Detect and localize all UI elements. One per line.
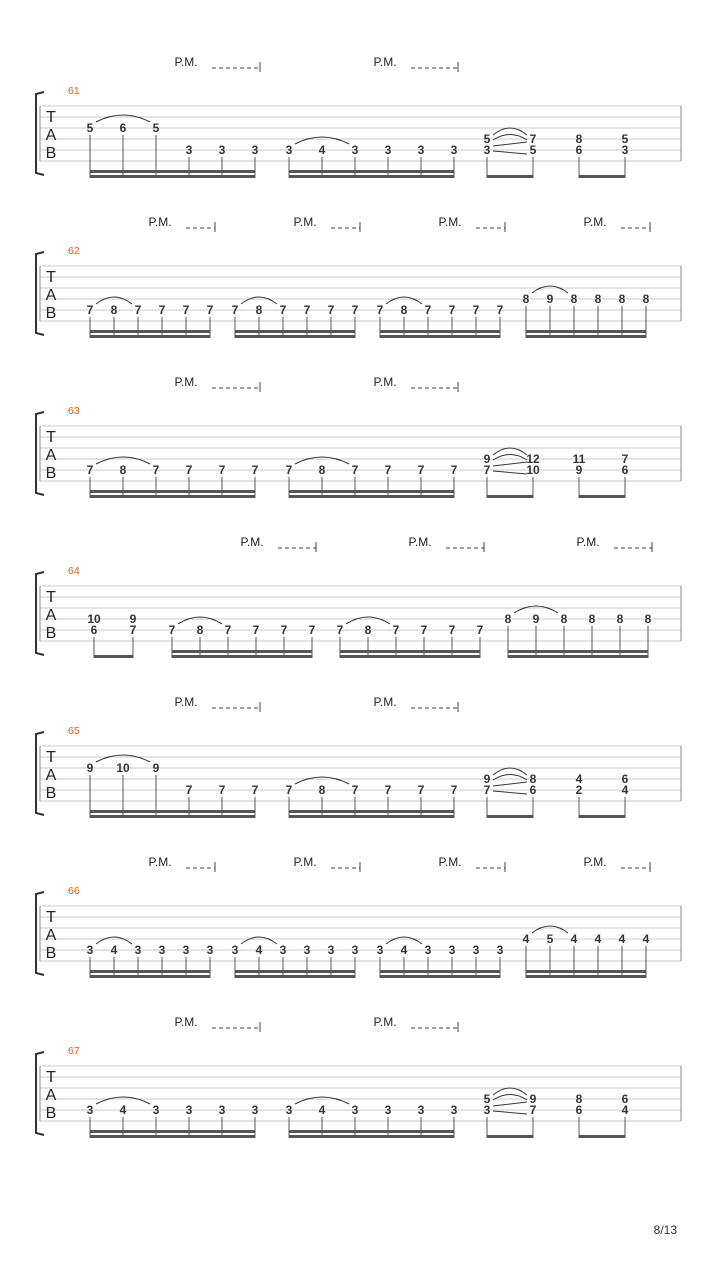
palm-mute-label: P.M. xyxy=(576,535,600,549)
fret-number: 3 xyxy=(327,943,335,957)
fret-number: 9 xyxy=(575,463,583,477)
fret-number: 9 xyxy=(129,612,137,626)
fret-number: 3 xyxy=(158,943,166,957)
slide-line xyxy=(493,1111,527,1114)
palm-mute-label: P.M. xyxy=(293,215,317,229)
note-group xyxy=(169,617,316,658)
fret-number: 5 xyxy=(529,143,537,157)
fret-number: 7 xyxy=(424,303,432,317)
fret-number: 7 xyxy=(417,783,425,797)
fret-number: 8 xyxy=(255,303,263,317)
fret-number: 8 xyxy=(575,1092,583,1106)
tab-clef-letter: A xyxy=(45,1087,57,1104)
fret-number: 4 xyxy=(110,943,118,957)
fret-number: 7 xyxy=(285,783,293,797)
tab-clef-letter: A xyxy=(45,127,57,144)
fret-number: 3 xyxy=(303,943,311,957)
note-group xyxy=(523,926,650,978)
tab-clef-letter: B xyxy=(45,945,57,962)
beam xyxy=(487,175,533,178)
tab-clef-letter: A xyxy=(45,927,57,944)
fret-number: 3 xyxy=(351,1103,359,1117)
tab-clef-letter: B xyxy=(45,1105,57,1122)
fret-number: 7 xyxy=(158,303,166,317)
palm-mute-label: P.M. xyxy=(373,375,397,389)
note-group xyxy=(484,768,537,818)
beam xyxy=(289,810,454,813)
fret-number: 7 xyxy=(529,1103,537,1117)
measure-number: 67 xyxy=(68,1045,80,1057)
beam xyxy=(579,1135,625,1138)
tab-system xyxy=(36,375,681,498)
palm-mute-label: P.M. xyxy=(583,215,607,229)
fret-number: 7 xyxy=(86,463,94,477)
beam xyxy=(235,335,355,338)
tab-clef-letter: A xyxy=(45,447,57,464)
fret-number: 8 xyxy=(588,612,596,626)
palm-mute-label: P.M. xyxy=(240,535,264,549)
fret-number: 3 xyxy=(472,943,480,957)
tab-clef-letter: B xyxy=(45,145,57,162)
tab-clef-letter: A xyxy=(45,607,57,624)
fret-number: 4 xyxy=(318,1103,326,1117)
palm-mute-label: P.M. xyxy=(148,215,172,229)
fret-number: 5 xyxy=(483,132,491,146)
fret-number: 7 xyxy=(285,463,293,477)
slur-arc xyxy=(493,448,527,455)
fret-number: 12 xyxy=(526,452,540,466)
slide-line xyxy=(493,151,527,154)
note-group xyxy=(484,1088,537,1138)
fret-number: 8 xyxy=(529,772,537,786)
fret-number: 7 xyxy=(152,463,160,477)
slide-line xyxy=(493,1102,527,1106)
fret-number: 8 xyxy=(618,292,626,306)
fret-number: 3 xyxy=(134,943,142,957)
fret-number: 3 xyxy=(483,1103,491,1117)
fret-number: 7 xyxy=(529,132,537,146)
beam xyxy=(90,330,210,333)
fret-number: 7 xyxy=(182,303,190,317)
fret-number: 4 xyxy=(621,783,629,797)
fret-number: 6 xyxy=(621,463,629,477)
fret-number: 4 xyxy=(594,932,602,946)
fret-number: 6 xyxy=(119,121,127,135)
fret-number: 7 xyxy=(351,463,359,477)
tab-clef-letter: T xyxy=(46,749,56,766)
beam xyxy=(90,970,210,973)
fret-number: 8 xyxy=(594,292,602,306)
fret-number: 7 xyxy=(308,623,316,637)
fret-number: 3 xyxy=(285,143,293,157)
fret-number: 5 xyxy=(546,932,554,946)
note-group xyxy=(286,457,458,498)
fret-number: 7 xyxy=(496,303,504,317)
fret-number: 6 xyxy=(575,143,583,157)
beam xyxy=(90,495,255,498)
fret-number: 3 xyxy=(185,143,193,157)
beam xyxy=(90,975,210,978)
beam xyxy=(579,495,625,498)
fret-number: 11 xyxy=(572,452,586,466)
fret-number: 9 xyxy=(483,452,491,466)
fret-number: 3 xyxy=(251,143,259,157)
fret-number: 8 xyxy=(364,623,372,637)
fret-number: 3 xyxy=(417,1103,425,1117)
measure-number: 64 xyxy=(68,565,80,577)
palm-mute-label: P.M. xyxy=(293,855,317,869)
beam xyxy=(235,975,355,978)
fret-number: 9 xyxy=(152,761,160,775)
tab-clef-letter: B xyxy=(45,785,57,802)
fret-number: 7 xyxy=(483,783,491,797)
fret-number: 5 xyxy=(621,132,629,146)
beam xyxy=(289,495,454,498)
fret-number: 10 xyxy=(87,612,101,626)
note-group xyxy=(484,448,540,498)
beam xyxy=(380,970,500,973)
slide-line xyxy=(493,791,527,794)
fret-number: 7 xyxy=(392,623,400,637)
note-group xyxy=(286,777,458,818)
fret-number: 8 xyxy=(400,303,408,317)
fret-number: 5 xyxy=(483,1092,491,1106)
palm-mute-label: P.M. xyxy=(373,695,397,709)
tab-system xyxy=(36,215,681,338)
fret-number: 7 xyxy=(351,303,359,317)
fret-number: 4 xyxy=(570,932,578,946)
beam xyxy=(487,495,533,498)
note-group xyxy=(87,457,259,498)
fret-number: 3 xyxy=(351,943,359,957)
tab-system xyxy=(36,855,681,978)
fret-number: 8 xyxy=(522,292,530,306)
beam xyxy=(579,175,625,178)
fret-number: 3 xyxy=(218,1103,226,1117)
fret-number: 7 xyxy=(376,303,384,317)
slide-line xyxy=(493,782,527,786)
beam xyxy=(579,815,625,818)
fret-number: 2 xyxy=(575,783,583,797)
beam xyxy=(526,330,646,333)
beam xyxy=(289,1135,454,1138)
tab-system xyxy=(36,1015,681,1138)
fret-number: 8 xyxy=(119,463,127,477)
fret-number: 5 xyxy=(86,121,94,135)
fret-number: 7 xyxy=(206,303,214,317)
fret-number: 8 xyxy=(504,612,512,626)
fret-number: 7 xyxy=(472,303,480,317)
fret-number: 8 xyxy=(616,612,624,626)
fret-number: 4 xyxy=(119,1103,127,1117)
slide-line xyxy=(493,142,527,146)
tab-clef-letter: T xyxy=(46,909,56,926)
note-group xyxy=(286,1097,458,1138)
fret-number: 9 xyxy=(532,612,540,626)
fret-number: 7 xyxy=(185,463,193,477)
beam xyxy=(90,1130,255,1133)
tab-system xyxy=(36,55,681,178)
beam xyxy=(172,655,312,658)
palm-mute-label: P.M. xyxy=(373,55,397,69)
beam xyxy=(487,1135,533,1138)
fret-number: 7 xyxy=(224,623,232,637)
fret-number: 3 xyxy=(496,943,504,957)
beam xyxy=(90,335,210,338)
palm-mute-label: P.M. xyxy=(438,855,462,869)
beam xyxy=(526,975,646,978)
tab-clef-letter: T xyxy=(46,429,56,446)
palm-mute-label: P.M. xyxy=(373,1015,397,1029)
fret-number: 7 xyxy=(185,783,193,797)
fret-number: 7 xyxy=(218,463,226,477)
fret-number: 7 xyxy=(476,623,484,637)
palm-mute-label: P.M. xyxy=(174,1015,198,1029)
beam xyxy=(289,490,454,493)
beam xyxy=(90,815,255,818)
tab-clef-letter: T xyxy=(46,589,56,606)
fret-number: 4 xyxy=(318,143,326,157)
fret-number: 3 xyxy=(279,943,287,957)
note-group xyxy=(87,755,259,818)
note-group xyxy=(87,115,259,178)
beam xyxy=(90,490,255,493)
fret-number: 3 xyxy=(251,1103,259,1117)
fret-number: 3 xyxy=(424,943,432,957)
fret-number: 3 xyxy=(376,943,384,957)
fret-number: 4 xyxy=(522,932,530,946)
fret-number: 7 xyxy=(280,623,288,637)
fret-number: 8 xyxy=(318,463,326,477)
fret-number: 7 xyxy=(279,303,287,317)
fret-number: 7 xyxy=(384,463,392,477)
fret-number: 3 xyxy=(86,1103,94,1117)
palm-mute-label: P.M. xyxy=(148,855,172,869)
fret-number: 3 xyxy=(448,943,456,957)
beam xyxy=(380,335,500,338)
tab-clef-letter: A xyxy=(45,767,57,784)
fret-number: 7 xyxy=(450,463,458,477)
note-group xyxy=(484,128,537,178)
tab-system xyxy=(36,535,681,658)
fret-number: 4 xyxy=(400,943,408,957)
fret-number: 7 xyxy=(252,623,260,637)
fret-number: 3 xyxy=(384,143,392,157)
fret-number: 7 xyxy=(384,783,392,797)
measure-number: 65 xyxy=(68,725,80,737)
fret-number: 3 xyxy=(218,143,226,157)
fret-number: 3 xyxy=(417,143,425,157)
fret-number: 8 xyxy=(560,612,568,626)
fret-number: 6 xyxy=(621,772,629,786)
beam xyxy=(340,650,480,653)
slur-arc xyxy=(493,1088,527,1095)
tab-clef-letter: B xyxy=(45,305,57,322)
fret-number: 7 xyxy=(450,783,458,797)
beam xyxy=(289,1130,454,1133)
fret-number: 6 xyxy=(621,1092,629,1106)
beam xyxy=(90,1135,255,1138)
beam xyxy=(90,170,255,173)
fret-number: 3 xyxy=(483,143,491,157)
fret-number: 7 xyxy=(621,452,629,466)
fret-number: 7 xyxy=(420,623,428,637)
fret-number: 7 xyxy=(303,303,311,317)
fret-number: 7 xyxy=(251,463,259,477)
fret-number: 3 xyxy=(182,943,190,957)
note-group xyxy=(523,286,650,338)
measure-number: 63 xyxy=(68,405,80,417)
fret-number: 9 xyxy=(546,292,554,306)
beam xyxy=(508,650,648,653)
palm-mute-label: P.M. xyxy=(408,535,432,549)
tab-clef-letter: B xyxy=(45,625,57,642)
tab-clef-letter: T xyxy=(46,1069,56,1086)
palm-mute-label: P.M. xyxy=(438,215,462,229)
fret-number: 3 xyxy=(351,143,359,157)
fret-number: 7 xyxy=(448,303,456,317)
fret-number: 8 xyxy=(318,783,326,797)
fret-number: 6 xyxy=(529,783,537,797)
beam xyxy=(172,650,312,653)
fret-number: 4 xyxy=(575,772,583,786)
fret-number: 7 xyxy=(231,303,239,317)
beam xyxy=(90,810,255,813)
fret-number: 7 xyxy=(351,783,359,797)
beam xyxy=(289,815,454,818)
fret-number: 7 xyxy=(129,623,137,637)
note-group xyxy=(87,1097,259,1138)
fret-number: 8 xyxy=(110,303,118,317)
fret-number: 7 xyxy=(218,783,226,797)
measure-number: 66 xyxy=(68,885,80,897)
fret-number: 3 xyxy=(185,1103,193,1117)
beam xyxy=(90,175,255,178)
fret-number: 4 xyxy=(618,932,626,946)
fret-number: 3 xyxy=(450,143,458,157)
tab-clef-letter: A xyxy=(45,287,57,304)
note-group xyxy=(87,297,214,338)
note-group xyxy=(377,297,504,338)
fret-number: 8 xyxy=(644,612,652,626)
fret-number: 3 xyxy=(621,143,629,157)
fret-number: 7 xyxy=(483,463,491,477)
beam xyxy=(380,330,500,333)
tab-system xyxy=(36,695,681,818)
fret-number: 3 xyxy=(285,1103,293,1117)
tab-clef-letter: T xyxy=(46,109,56,126)
tab-clef-letter: B xyxy=(45,465,57,482)
note-group xyxy=(286,137,458,178)
fret-number: 7 xyxy=(251,783,259,797)
fret-number: 3 xyxy=(86,943,94,957)
fret-number: 9 xyxy=(86,761,94,775)
fret-number: 3 xyxy=(231,943,239,957)
fret-number: 3 xyxy=(384,1103,392,1117)
fret-number: 9 xyxy=(483,772,491,786)
slur-arc xyxy=(493,128,527,135)
beam xyxy=(526,335,646,338)
fret-number: 7 xyxy=(134,303,142,317)
measure-number: 62 xyxy=(68,245,80,257)
beam xyxy=(526,970,646,973)
palm-mute-label: P.M. xyxy=(583,855,607,869)
fret-number: 9 xyxy=(529,1092,537,1106)
fret-number: 4 xyxy=(642,932,650,946)
beam xyxy=(340,655,480,658)
fret-number: 7 xyxy=(336,623,344,637)
beam xyxy=(235,330,355,333)
beam xyxy=(289,175,454,178)
slide-line xyxy=(493,471,527,474)
fret-number: 8 xyxy=(570,292,578,306)
fret-number: 7 xyxy=(168,623,176,637)
note-group xyxy=(232,937,359,978)
beam xyxy=(94,655,133,658)
note-group xyxy=(337,617,484,658)
slide-line xyxy=(493,462,527,466)
slur-arc xyxy=(493,768,527,775)
palm-mute-label: P.M. xyxy=(174,55,198,69)
fret-number: 3 xyxy=(450,1103,458,1117)
tab-clef-letter: T xyxy=(46,269,56,286)
note-group xyxy=(232,297,359,338)
beam xyxy=(508,655,648,658)
fret-number: 6 xyxy=(90,623,98,637)
note-group xyxy=(377,937,504,978)
measure-number: 61 xyxy=(68,85,80,97)
beam xyxy=(235,970,355,973)
fret-number: 7 xyxy=(448,623,456,637)
beam xyxy=(289,170,454,173)
beam xyxy=(487,815,533,818)
fret-number: 7 xyxy=(327,303,335,317)
palm-mute-label: P.M. xyxy=(174,695,198,709)
fret-number: 10 xyxy=(116,761,130,775)
fret-number: 7 xyxy=(86,303,94,317)
fret-number: 8 xyxy=(575,132,583,146)
fret-number: 10 xyxy=(526,463,540,477)
fret-number: 4 xyxy=(255,943,263,957)
note-group xyxy=(505,606,652,658)
note-group xyxy=(87,937,214,978)
fret-number: 4 xyxy=(621,1103,629,1117)
page-number: 8/13 xyxy=(653,1223,677,1237)
fret-number: 5 xyxy=(152,121,160,135)
fret-number: 7 xyxy=(417,463,425,477)
fret-number: 6 xyxy=(575,1103,583,1117)
palm-mute-label: P.M. xyxy=(174,375,198,389)
fret-number: 3 xyxy=(206,943,214,957)
fret-number: 3 xyxy=(152,1103,160,1117)
beam xyxy=(380,975,500,978)
fret-number: 8 xyxy=(642,292,650,306)
fret-number: 8 xyxy=(196,623,204,637)
